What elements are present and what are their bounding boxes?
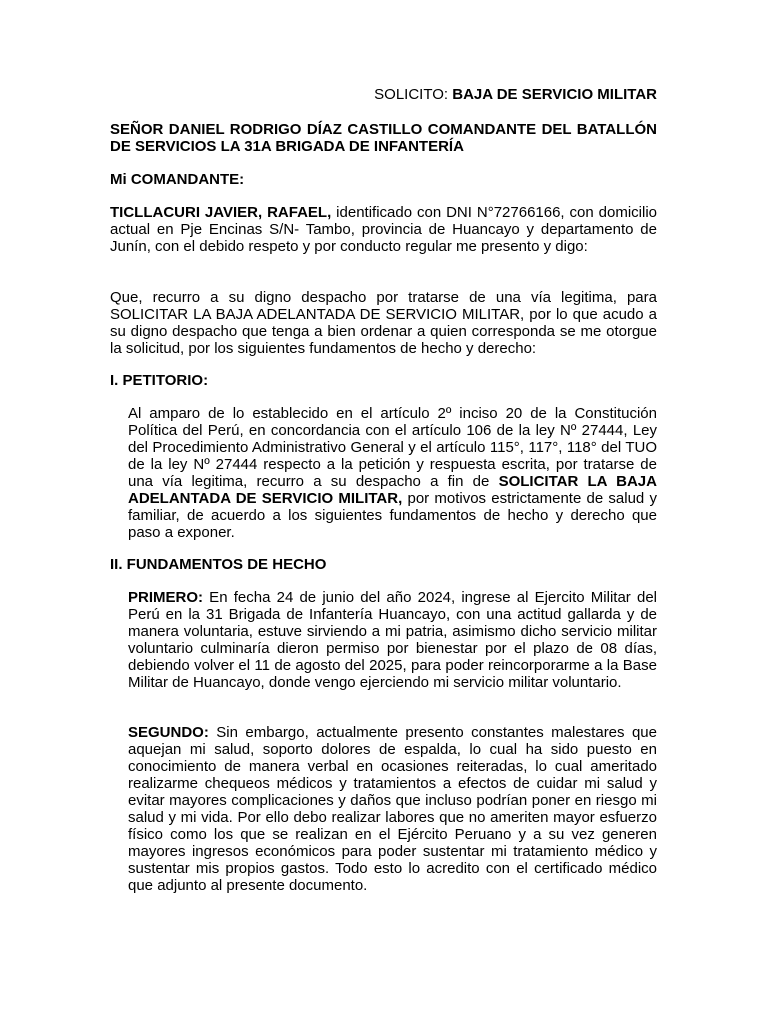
first-fundamento: PRIMERO: En fecha 24 de junio del año 2024, ingrese al Ejercito Militar del Perú en la 31 Brigada de Infantería Huancayo, con una actitud gallarda y de manera voluntaria, estuve sirviendo a mi patria, asimismo dicho servicio militar voluntario culminaría dieron permiso por bienestar por el plazo de 08 días, debiendo volver el 11 de agosto del 2025, para poder reincorporarme a la Base Militar de Huancayo, donde vengo ejerciendo mi servicio militar voluntario. bbox=[128, 589, 657, 691]
second-fundamento: SEGUNDO: Sin embargo, actualmente presento constantes malestares que aquejan mi salud, soporto dolores de espalda, lo cual ha sido puesto en conocimiento de manera verbal en ocasiones reiteradas, lo cual ameritado realizarme chequeos médicos y tratamientos a efectos de cuidar mi salud y evitar mayores complicaciones y daños que incluso podrían poner en riesgo mi salud y mi vida. Por ello debo realizar labores que no ameriten mayor esfuerzo físico como los que se realizan en el Ejército Peruano y a su vez generen mayores ingresos económicos para poder sustentar mi tratamiento médico y sustentar mis propios gastos. Todo esto lo acredito con el certificado médico que adjunto al presente documento. bbox=[128, 724, 657, 894]
addressee: SEÑOR DANIEL RODRIGO DÍAZ CASTILLO COMANDANTE DEL BATALLÓN DE SERVICIOS LA 31A BRIGADA DE INFANTERÍA bbox=[110, 121, 657, 155]
applicant-name: TICLLACURI JAVIER, RAFAEL, bbox=[110, 204, 332, 221]
request-paragraph: Que, recurro a su digno despacho por tratarse de una vía legitima, para SOLICITAR LA BAJA ADELANTADA DE SERVICIO MILITAR, por lo que acudo a su digno despacho que tenga a bien ordenar a quien corresponda se me otorgue la solicitud, por los siguientes fundamentos de hecho y derecho: bbox=[110, 289, 657, 357]
subject-line bbox=[110, 86, 657, 103]
second-label: SEGUNDO: bbox=[128, 724, 209, 741]
subject-title: BAJA DE SERVICIO MILITAR bbox=[452, 86, 657, 103]
first-label: PRIMERO: bbox=[128, 589, 203, 606]
petitorio-bold: SOLICITAR LA BAJA ADELANTADA DE SERVICIO MILITAR, bbox=[128, 473, 657, 507]
salutation: Mi COMANDANTE: bbox=[110, 171, 245, 188]
intro-paragraph: TICLLACURI JAVIER, RAFAEL, identificado con DNI N°72766166, con domicilio actual en Pje Encinas S/N- Tambo, provincia de Huancayo y departamento de Junín, con el debido respeto y por conducto regular me presento y digo: bbox=[110, 204, 657, 255]
subject-prefix: SOLICITO: bbox=[374, 86, 453, 103]
section2-heading: II. FUNDAMENTOS DE HECHO bbox=[110, 556, 327, 573]
section1-heading: I. PETITORIO: bbox=[110, 372, 209, 389]
petitorio-paragraph: Al amparo de lo establecido en el artículo 2º inciso 20 de la Constitución Política del Perú, en concordancia con el artículo 106 de la ley Nº 27444, Ley del Procedimiento Administrativo General y el artículo 115°, 117°, 118° del TUO de la ley Nº 27444 respecto a la petición y respuesta escrita, por tratarse de una vía legitima, recurro a su despacho a fin de SOLICITAR LA BAJA ADELANTADA DE SERVICIO MILITAR, por motivos estrictamente de salud y familiar, de acuerdo a los siguientes fundamentos de hecho y derecho que paso a exponer. bbox=[128, 405, 657, 541]
